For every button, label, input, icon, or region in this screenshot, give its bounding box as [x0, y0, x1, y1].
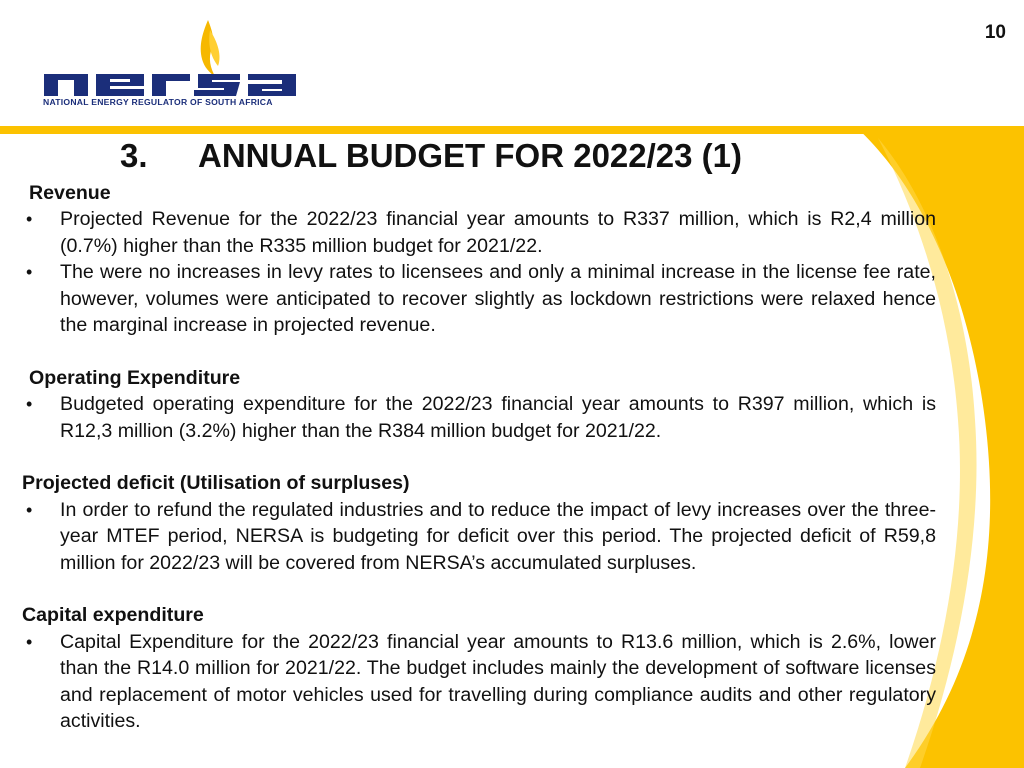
- page-title: [120, 134, 880, 178]
- bullet-text: In order to refund the regulated industries and to reduce the impact of levy increases over the three-year MTEF period, NERSA is budgeting for deficit over this period. The projected deficit of R59,8 million for 2022/23 will be covered from NERSA’s accumulated surpluses.: [60, 498, 936, 574]
- title-text: ANNUAL BUDGET FOR 2022/23 (1): [198, 137, 743, 174]
- bullet-text: Projected Revenue for the 2022/23 financial year amounts to R337 million, which is R2,4 million (0.7%) higher than the R335 million budget for 2021/22.: [60, 208, 936, 257]
- list-item: [22, 206, 936, 259]
- list-item: [22, 391, 936, 444]
- section-heading-projected-deficit: Projected deficit (Utilisation of surpluses): [22, 472, 410, 495]
- list-item: [22, 259, 936, 338]
- logo-tagline: NATIONAL ENERGY REGULATOR OF SOUTH AFRICA: [43, 97, 273, 107]
- bullet-icon: •: [26, 499, 33, 520]
- bullet-icon: •: [26, 262, 33, 283]
- page-number: 10: [984, 22, 1006, 43]
- list-item: [22, 629, 936, 735]
- bullet-icon: •: [26, 209, 33, 230]
- revenue-bullet-list: [22, 206, 936, 338]
- nersa-logo: [40, 18, 302, 110]
- bullet-text: The were no increases in levy rates to licensees and only a minimal increase in the license fee rate, however, volumes were anticipated to recover slightly as lockdown restrictions were relaxed hence the marginal increase in projected revenue.: [60, 261, 936, 337]
- section-heading-revenue: Revenue: [29, 182, 111, 204]
- bullet-text: Capital Expenditure for the 2022/23 financial year amounts to R13.6 million, which is 2.6%, lower than the R14.0 million for 2021/22. The budget includes mainly the development of software licenses and replacement of motor vehicles used for travelling during compliance audits and other regulatory activities.: [60, 630, 936, 733]
- bullet-icon: •: [26, 394, 33, 415]
- operating-expenditure-bullet-list: [22, 391, 936, 444]
- section-heading-operating-expenditure: Operating Expenditure: [29, 366, 241, 389]
- nersa-wordmark-logo: [40, 18, 302, 98]
- list-item: [22, 497, 936, 576]
- section-heading-capital-expenditure: Capital expenditure: [22, 604, 204, 627]
- projected-deficit-bullet-list: [22, 497, 936, 576]
- bullet-icon: •: [26, 631, 33, 652]
- spacer: [22, 338, 936, 364]
- spacer: [22, 444, 936, 470]
- title-number: 3.: [120, 137, 148, 174]
- capital-expenditure-bullet-list: [22, 629, 936, 735]
- spacer: [22, 576, 936, 602]
- bullet-text: Budgeted operating expenditure for the 2022/23 financial year amounts to R397 million, which is R12,3 million (3.2%) higher than the R384 million budget for 2021/22.: [60, 393, 936, 442]
- body-content: [22, 180, 936, 734]
